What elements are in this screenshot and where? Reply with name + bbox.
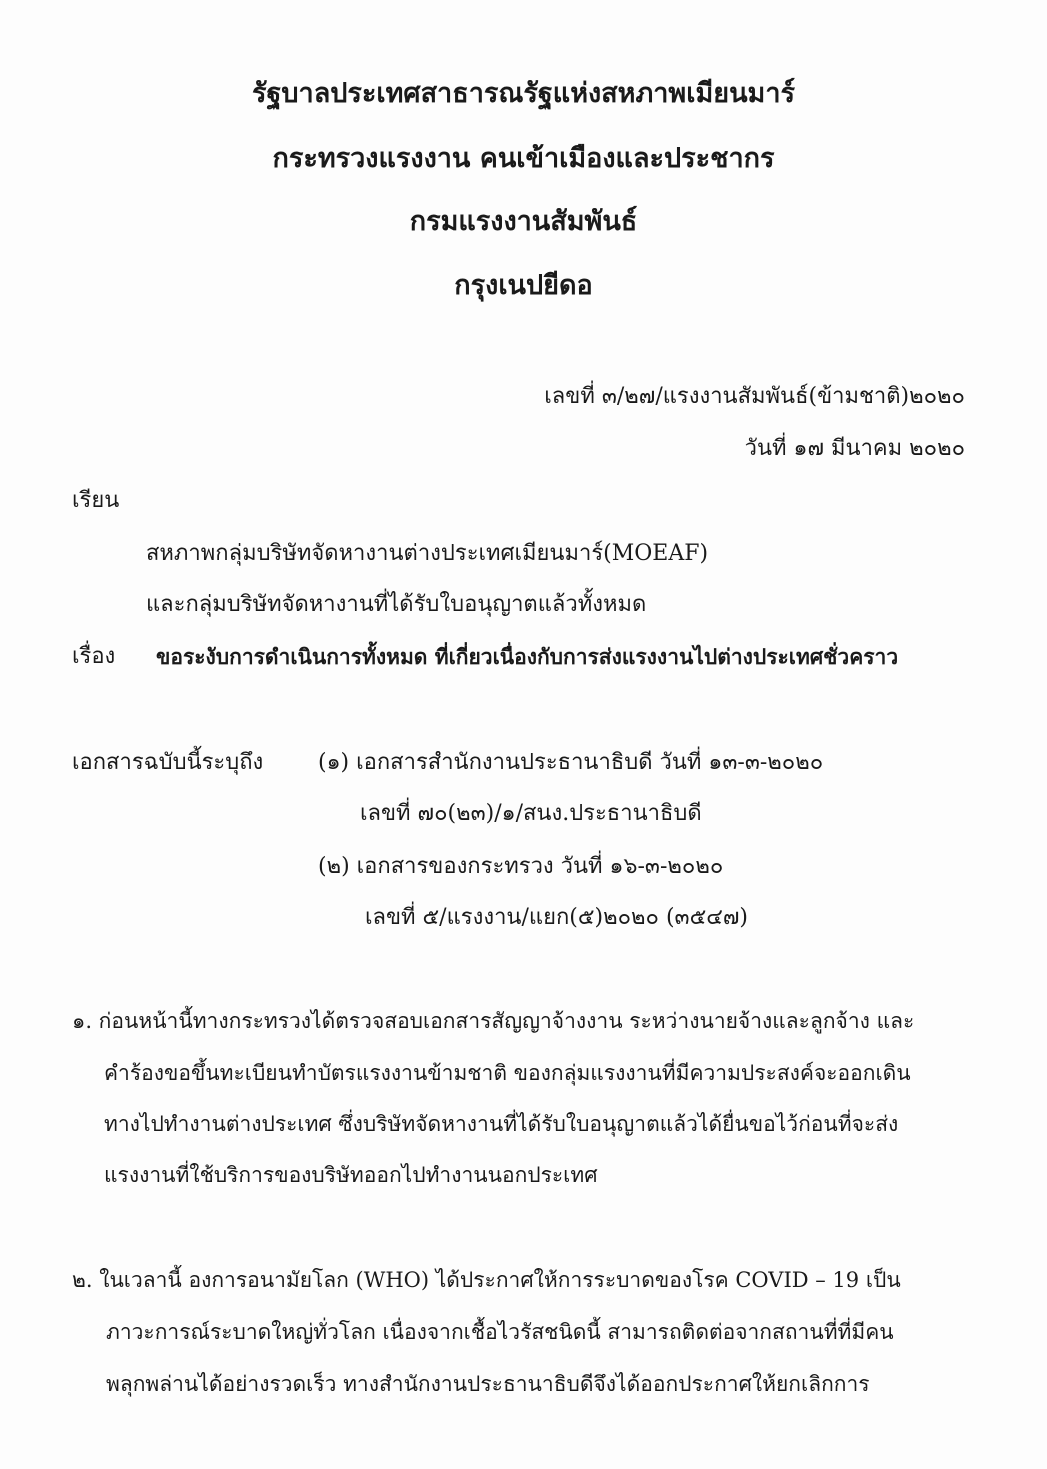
addressee-line1: สหภาพกลุ่มบริษัทจัดหางานต่างประเทศเมียนมาร์(MOEAF) [146, 541, 709, 566]
header-ministry: กระทรวงแรงงาน คนเข้าเมืองและประชากร [272, 143, 775, 174]
addressee-line2: และกลุ่มบริษัทจัดหางานที่ได้รับใบอนุญาตแล้วทั้งหมด [146, 592, 647, 617]
paragraph1-line3: ทางไปทำงานต่างประเทศ ซึ่งบริษัทจัดหางานที่ได้รับใบอนุญาตแล้วได้ยื่นขอไว้ก่อนที่จะส่ง [104, 1112, 899, 1136]
subject-text: ขอระงับการดำเนินการทั้งหมด ที่เกี่ยวเนื่องกับการส่งแรงงานไปต่างประเทศชั่วคราว [156, 644, 899, 669]
paragraph1-line1: ๑. ก่อนหน้านี้ทางกระทรวงได้ตรวจสอบเอกสารสัญญาจ้างงาน ระหว่างนายจ้างและลูกจ้าง และ [72, 1009, 915, 1033]
paragraph2-line3: พลุกพล่านได้อย่างรวดเร็ว ทางสำนักงานประธานาธิบดีจึงได้ออกประกาศให้ยกเลิกการ [106, 1372, 870, 1396]
paragraph1-line2: คำร้องขอขึ้นทะเบียนทำบัตรแรงงานข้ามชาติ ของกลุ่มแรงงานที่มีความประสงค์จะออกเดิน [104, 1061, 911, 1085]
reference-item1-line2: เลขที่ ๗๐(๒๓)/๑/สนง.ประธานาธิบดี [360, 801, 702, 826]
paragraph2-line2: ภาวะการณ์ระบาดใหญ่ทั่วโลก เนื่องจากเชื้อไวรัสชนิดนี้ สามารถติดต่อจากสถานที่ที่มีคน [106, 1320, 894, 1344]
paragraph2-line1: ๒. ในเวลานี้ องการอนามัยโลก (WHO) ได้ประกาศให้การระบาดของโรค COVID – 19 เป็น [72, 1268, 901, 1292]
reference-date: วันที่ ๑๗ มีนาคม ๒๐๒๐ [744, 436, 965, 461]
reference-item1-line1: (๑) เอกสารสำนักงานประธานาธิบดี วันที่ ๑๓-๓-๒๐๒๐ [318, 750, 824, 775]
paragraph1-line4: แรงงานที่ใช้บริการของบริษัทออกไปทำงานนอกประเทศ [104, 1163, 598, 1187]
reference-item2-line1: (๒) เอกสารของกระทรวง วันที่ ๑๖-๓-๒๐๒๐ [318, 854, 724, 879]
addressee-label: เรียน [72, 488, 120, 513]
header-city: กรุงเนปยีดอ [454, 270, 593, 301]
reference-item2-line2: เลขที่ ๕/แรงงาน/แยก(๕)๒๐๒๐ (๓๕๔๗) [365, 905, 748, 930]
references-label: เอกสารฉบับนี้ระบุถึง [72, 750, 264, 775]
header-department: กรมแรงงานสัมพันธ์ [409, 206, 638, 237]
subject-label: เรื่อง [72, 644, 116, 669]
reference-number: เลขที่ ๓/๒๗/แรงงานสัมพันธ์(ข้ามชาติ)๒๐๒๐ [544, 384, 965, 409]
header-government: รัฐบาลประเทศสาธารณรัฐแห่งสหภาพเมียนมาร์ [252, 78, 795, 109]
